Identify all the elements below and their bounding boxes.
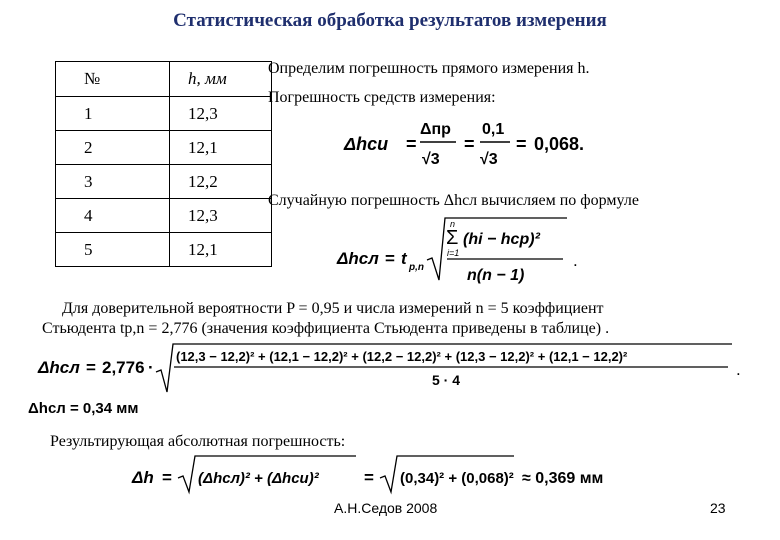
header-h: h, мм xyxy=(170,62,272,97)
instrument-error-formula xyxy=(340,112,590,174)
confidence-text-line2: Стьюдента tp,n = 2,776 (значения коэффициента Стьюдента приведены в таблице) . xyxy=(42,320,610,337)
formula-numerator-symbol: Δпр xyxy=(420,121,451,138)
table-row xyxy=(56,97,272,131)
sum-symbol: Σ xyxy=(446,227,459,249)
page-number: 23 xyxy=(710,500,726,516)
student-coefficient: t xyxy=(401,249,407,268)
equals-sign: = xyxy=(162,468,172,487)
row-value: 12,1 xyxy=(170,131,272,165)
formula-denominator: √3 xyxy=(480,151,498,168)
period: . xyxy=(736,360,741,379)
formula-denominator: n(n − 1) xyxy=(467,267,525,284)
numeric-denominator: 5 · 4 xyxy=(432,372,461,388)
period: . xyxy=(573,251,578,270)
coefficient-subscript: p,n xyxy=(409,262,424,273)
row-value: 12,1 xyxy=(170,233,272,267)
row-number: 3 xyxy=(56,165,170,199)
formula-lhs: Δhсл xyxy=(38,358,80,377)
sum-upper: n xyxy=(450,219,456,229)
equals-sign: = xyxy=(86,358,96,377)
equals-sign: = xyxy=(516,134,527,154)
total-error-label: Результирующая абсолютная погрешность: xyxy=(50,433,346,450)
row-value: 12,3 xyxy=(170,97,272,131)
equals-sign: = xyxy=(364,468,374,487)
total-numeric: (0,34)² + (0,068)² xyxy=(400,470,514,487)
row-number: 4 xyxy=(56,199,170,233)
row-number: 1 xyxy=(56,97,170,131)
equals-sign: = xyxy=(385,249,395,268)
formula-lhs: Δhси xyxy=(344,134,389,154)
confidence-text-line1: Для доверительной вероятности P = 0,95 и числа измерений n = 5 коэффициент xyxy=(62,300,604,317)
formula-denominator: √3 xyxy=(422,151,440,168)
intro-text: Определим погрешность прямого измерения h. xyxy=(268,60,590,77)
table-row xyxy=(56,131,272,165)
random-error-numeric-formula xyxy=(36,342,748,398)
row-number: 5 xyxy=(56,233,170,267)
table-header-row xyxy=(56,62,272,97)
slide-title: Статистическая обработка результатов измерения xyxy=(173,10,607,31)
row-value: 12,2 xyxy=(170,165,272,199)
total-expression: (Δhсл)² + (Δhси)² xyxy=(198,470,319,487)
row-number: 2 xyxy=(56,131,170,165)
formula-lhs: Δhсл xyxy=(337,249,379,268)
equals-sign: = xyxy=(406,134,417,154)
row-value: 12,3 xyxy=(170,199,272,233)
footer-author: А.Н.Седов 2008 xyxy=(334,500,438,516)
total-result: ≈ 0,369 мм xyxy=(522,470,604,487)
sum-term: (hi − hср)² xyxy=(463,231,540,248)
sum-lower: i=1 xyxy=(447,248,460,258)
table-row xyxy=(56,233,272,267)
table-row xyxy=(56,199,272,233)
table-row xyxy=(56,165,272,199)
formula-numerator-value: 0,1 xyxy=(482,121,505,138)
random-error-general-formula xyxy=(335,214,595,290)
equals-sign: = xyxy=(464,134,475,154)
student-coefficient-value: 2,776 xyxy=(102,358,145,377)
numeric-numerator: (12,3 − 12,2)² + (12,1 − 12,2)² + (12,2 − 12,2)² + (12,3 − 12,2)² + (12,1 − 12,2)² xyxy=(176,349,628,364)
header-number: № xyxy=(56,62,170,97)
random-error-label: Случайную погрешность Δhсл вычисляем по формуле xyxy=(268,192,639,209)
formula-lhs: Δh xyxy=(132,468,154,487)
formula-result: 0,068. xyxy=(534,134,585,154)
instrument-error-label: Погрешность средств измерения: xyxy=(268,89,496,106)
total-error-formula xyxy=(128,452,648,496)
multiply-dot: · xyxy=(148,358,154,377)
measurement-table xyxy=(55,61,272,267)
random-error-result: Δhсл = 0,34 мм xyxy=(28,400,139,417)
